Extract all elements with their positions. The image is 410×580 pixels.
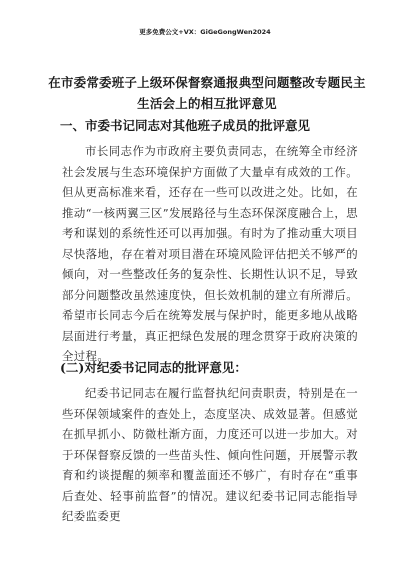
section-2-paragraph: 纪委书记同志在履行监督执纪问责职责，特别是在一些环保领域案件的查处上，态度坚决、成效显著。但感觉在抓早抓小、防微杜渐方面，力度还可以进一步加大。对于环保督察反馈的一些苗头性、倾向性问题，开展警示教育和约谈提醒的频率和覆盖面还不够广，有时存在“重事后查处、轻事前监督”的情况。建议纪委书记同志能指导纪委监委更 [62,386,358,523]
section-1-heading: 一、市委书记同志对其他班子成员的批评意见 [60,118,311,133]
header-note: 更多免费公文+VX：GiGeGongWen2024 [139,28,271,36]
document-title: 在市委常委班子上级环保督察通报典型问题整改专题民主生活会上的相互批评意见 [48,75,366,111]
section-1-paragraph: 市长同志作为市政府主要负责同志，在统筹全市经济社会发展与生态环境保护方面做了大量卓有成效的工作。但从更高标准来看，还存在一些可以改进之处。比如，在推动“一核两翼三区”发展路径与生态环保深度融合上，思考和谋划的系统性还可以再加强。有时为了推动重大项目尽快落地，存在着对项目潜在环境风险评估把关不够严的倾向，对一些整改任务的复杂性、长期性认识不足，导致部分问题整改虽然速度快，但长效机制的建立有所滞后。希望市长同志今后在统筹发展与保护时，能更多地从战略层面进行考量，真正把绿色发展的理念贯穿于政府决策的全过程。 [62,144,358,363]
section-2-heading: (二)对纪委书记同志的批评意见： [60,360,247,375]
